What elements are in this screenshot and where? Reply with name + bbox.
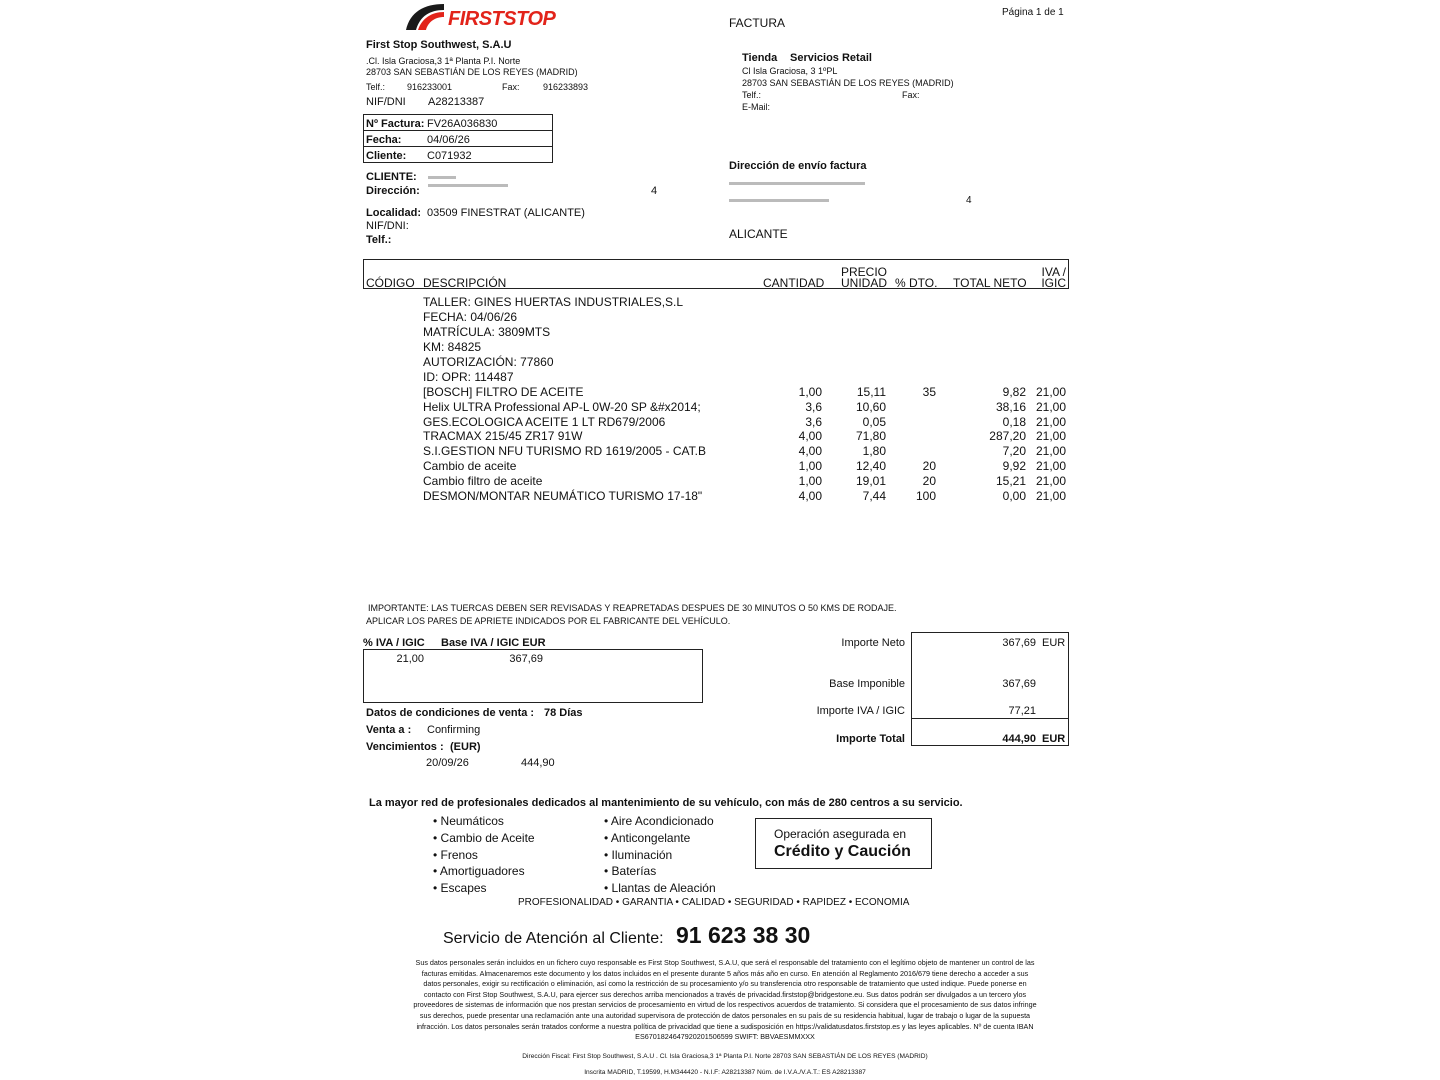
- document-title: FACTURA: [729, 16, 786, 30]
- customer-client-label: CLIENTE:: [366, 171, 417, 183]
- company-nif: A28213387: [428, 96, 485, 108]
- credit-insurance-line-2: Crédito y Caución: [774, 843, 911, 860]
- service-item: • Cambio de Aceite: [433, 830, 535, 845]
- due-dates-currency: (EUR): [450, 741, 481, 753]
- due-dates-label: Vencimientos :: [366, 741, 444, 753]
- store-email-label: E-Mail:: [742, 102, 771, 112]
- company-fax-label: Fax:: [502, 82, 520, 92]
- item-quantity: 4,00: [798, 444, 822, 458]
- service-item: • Escapes: [433, 881, 487, 896]
- privacy-notice-line: contacto con First Stop Southwest, S.A.U, para ejercer sus derechos arriba mencionados a través de privacidad.firststop@bridgestone.eu. Sus datos podrán ser divulgados a un tercero ylos: [423, 989, 1027, 999]
- vat-amount: 77,21: [1008, 705, 1036, 717]
- total-amount-label: Importe Total: [836, 733, 905, 745]
- service-item: • Iluminación: [604, 847, 673, 862]
- redacted-customer-name: [428, 176, 456, 179]
- service-info-line: TALLER: GINES HUERTAS INDUSTRIALES,S.L: [423, 295, 684, 309]
- store-fax-label: Fax:: [902, 90, 920, 100]
- item-description: [BOSCH] FILTRO DE ACEITE: [423, 385, 584, 399]
- item-net-total: 0,00: [1002, 489, 1026, 503]
- item-vat-rate: 21,00: [1035, 489, 1066, 503]
- invoice-client: C071932: [427, 150, 472, 162]
- customer-nif-label: NIF/DNI:: [366, 220, 409, 232]
- net-amount: 367,69: [1002, 637, 1036, 649]
- customer-locality-label: Localidad:: [366, 207, 422, 219]
- col-discount-header: % DTO.: [895, 276, 938, 290]
- service-item: • Llantas de Aleación: [604, 881, 716, 896]
- invoice-number: FV26A036830: [427, 118, 498, 130]
- service-info-line: MATRÍCULA: 3809MTS: [423, 325, 551, 339]
- service-info-line: KM: 84825: [423, 340, 482, 354]
- store-address-2: 28703 SAN SEBASTIÁN DE LOS REYES (MADRID): [742, 78, 954, 88]
- item-net-total: 38,16: [995, 400, 1026, 414]
- item-unit-price: 15,11: [856, 385, 886, 399]
- redacted-customer-address: [428, 184, 508, 187]
- vat-pct-value: 21,00: [396, 653, 424, 665]
- privacy-notice-line: facturas emitidas. Almacenaremos este documento y los datos incluidos en el presente durante 5 años más año en curso. En atención al Reglamento 2016/679 tiene derecho a acceder a sus: [421, 968, 1029, 978]
- privacy-notice-line: sus derechos, puede presentar una reclamación ante una autoridad supervisora de protección de datos personales en su país de su residencia habitual, lugar de trabajo o lugar de la supuesta: [419, 1011, 1031, 1020]
- store-tel-label: Telf.:: [742, 90, 762, 100]
- total-currency: EUR: [1042, 733, 1066, 745]
- invoice-date-label: Fecha:: [366, 134, 402, 146]
- sale-to-label: Venta a :: [366, 724, 412, 736]
- item-quantity: 1,00: [798, 474, 822, 488]
- item-unit-price: 1,80: [862, 444, 886, 458]
- item-quantity: 4,00: [798, 429, 822, 443]
- shipping-city: ALICANTE: [729, 227, 788, 241]
- item-unit-price: 7,44: [862, 489, 886, 503]
- customer-locality: 03509 FINESTRAT (ALICANTE): [427, 207, 585, 219]
- company-values: PROFESIONALIDAD • GARANTIA • CALIDAD • SEGURIDAD • RAPIDEZ • ECONOMIA: [518, 897, 910, 908]
- item-quantity: 4,00: [798, 489, 822, 503]
- company-address-2: 28703 SAN SEBASTIÁN DE LOS REYES (MADRID): [366, 67, 578, 77]
- item-description: Helix ULTRA Professional AP-L 0W-20 SP &#x2014;: [423, 400, 701, 414]
- store-name: Servicios Retail: [790, 52, 872, 64]
- col-price-header-1: PRECIO: [840, 265, 887, 279]
- company-tel: 916233001: [407, 82, 453, 92]
- privacy-notice-line: infracción. Los datos personales serán tratados conforme a nuestra política de privacidad que tiene a sudisposición en https://validatusdatos.firststop.es y las leyes aplicables. Nº de cuenta IBAN: [416, 1021, 1034, 1031]
- company-fax: 916233893: [543, 82, 589, 92]
- item-discount: 20: [922, 459, 936, 473]
- item-description: DESMON/MONTAR NEUMÁTICO TURISMO 17-18": [423, 489, 703, 503]
- service-info-line: ID: OPR: 114487: [423, 370, 514, 384]
- privacy-notice-line: proveedores de sistemas de información que nos prestan servicios de procesamiento en virtud de los respectivos acuerdos de tratamiento. Si considera que el procesamiento de sus datos infringe: [413, 1000, 1037, 1010]
- total-amount: 444,90: [1002, 733, 1036, 745]
- item-quantity: 3,6: [805, 400, 822, 414]
- item-net-total: 9,82: [1002, 385, 1026, 399]
- col-quantity-header: CANTIDAD: [763, 276, 825, 290]
- item-discount: 100: [915, 489, 936, 503]
- invoice-date: 04/06/26: [427, 134, 470, 146]
- promo-tagline: La mayor red de profesionales dedicados al mantenimiento de su vehículo, con más de 280 centros a su servicio.: [369, 797, 963, 809]
- company-address-1: .Cl. Isla Graciosa,3 1ª Planta P.I. Norte: [366, 56, 521, 66]
- col-code-header: CÓDIGO: [366, 276, 415, 290]
- item-description: Cambio de aceite: [423, 459, 517, 473]
- item-net-total: 287,20: [989, 429, 1026, 443]
- item-vat-rate: 21,00: [1035, 444, 1066, 458]
- item-description: GES.ECOLOGICA ACEITE 1 LT RD679/2006: [423, 415, 666, 429]
- registry-info: Inscrita MADRID, T.19599, H.M344420 - N.I.F: A28213387 Núm. de I.V.A./V.A.T.: ES A28213387: [584, 1069, 866, 1076]
- redacted-shipping-address: [729, 199, 829, 202]
- item-vat-rate: 21,00: [1035, 415, 1066, 429]
- sale-conditions-days: 78 Días: [544, 707, 583, 719]
- item-unit-price: 19,01: [855, 474, 886, 488]
- net-amount-label: Importe Neto: [841, 637, 905, 649]
- item-description: TRACMAX 215/45 ZR17 91W: [423, 429, 583, 443]
- logo-text: FIRSTSTOP: [448, 8, 556, 30]
- store-label: Tienda: [742, 52, 778, 64]
- service-info-line: FECHA: 04/06/26: [423, 310, 518, 324]
- item-discount: 35: [922, 385, 936, 399]
- taxable-base-label: Base Imponible: [829, 678, 905, 690]
- store-address-1: Cl Isla Graciosa, 3 1ºPL: [742, 66, 838, 76]
- item-net-total: 15,21: [995, 474, 1026, 488]
- item-vat-rate: 21,00: [1035, 385, 1066, 399]
- invoice-client-label: Cliente:: [366, 150, 407, 162]
- customer-tel-label: Telf.:: [366, 234, 392, 246]
- service-info-line: AUTORIZACIÓN: 77860: [423, 355, 554, 369]
- taxable-base: 367,69: [1002, 678, 1036, 690]
- credit-insurance-line-1: Operación asegurada en: [774, 827, 907, 841]
- sale-to-value: Confirming: [427, 724, 481, 736]
- col-vat-header-2: IGIC: [1041, 276, 1066, 290]
- customer-address-label: Dirección:: [366, 185, 420, 197]
- customer-service-phone: 91 623 38 30: [676, 922, 811, 948]
- vat-pct-label: % IVA / IGIC: [363, 637, 425, 649]
- item-net-total: 9,92: [1002, 459, 1026, 473]
- due-date: 20/09/26: [426, 757, 469, 769]
- vat-base-value: 367,69: [509, 653, 543, 665]
- item-quantity: 1,00: [798, 385, 822, 399]
- item-net-total: 0,18: [1002, 415, 1026, 429]
- customer-service-label: Servicio de Atención al Cliente:: [443, 930, 664, 947]
- service-item: • Neumáticos: [433, 814, 504, 828]
- item-description: Cambio filtro de aceite: [423, 474, 543, 488]
- item-vat-rate: 21,00: [1035, 400, 1066, 414]
- item-description: S.I.GESTION NFU TURISMO RD 1619/2005 - CAT.B: [423, 444, 706, 458]
- item-unit-price: 10,60: [855, 400, 886, 414]
- item-vat-rate: 21,00: [1035, 429, 1066, 443]
- company-name: First Stop Southwest, S.A.U: [366, 39, 512, 51]
- due-amount: 444,90: [521, 757, 555, 769]
- col-price-header-2: UNIDAD: [840, 276, 887, 290]
- vat-base-label: Base IVA / IGIC EUR: [441, 637, 546, 649]
- sale-conditions-label: Datos de condiciones de venta :: [366, 707, 535, 719]
- item-discount: 20: [922, 474, 936, 488]
- item-net-total: 7,20: [1002, 444, 1026, 458]
- shipping-number: 4: [966, 195, 972, 206]
- item-vat-rate: 21,00: [1035, 474, 1066, 488]
- service-item: • Amortiguadores: [433, 864, 525, 879]
- service-item: • Aire Acondicionado: [604, 814, 714, 828]
- invoice-number-label: Nº Factura:: [366, 118, 425, 130]
- notice-line-2: APLICAR LOS PARES DE APRIETE INDICADOS POR EL FABRICANTE DEL VEHÍCULO.: [366, 616, 731, 626]
- firststop-logo: [404, 2, 564, 32]
- customer-address-number: 4: [651, 185, 658, 197]
- service-item: • Frenos: [433, 847, 478, 862]
- service-item: • Anticongelante: [604, 830, 691, 845]
- privacy-notice-line: Sus datos personales serán incluidos en un fichero cuyo responsable es First Stop Southwest, S.A.U, que será el responsable del tratamiento con el legítimo objeto de mantener un control de las: [415, 958, 1035, 967]
- shipping-title: Dirección de envío factura: [729, 160, 867, 172]
- company-tel-label: Telf.:: [366, 82, 386, 92]
- item-unit-price: 12,40: [855, 459, 886, 473]
- item-unit-price: 71,80: [855, 429, 886, 443]
- col-description-header: DESCRIPCIÓN: [423, 276, 507, 290]
- fiscal-address: Dirección Fiscal: First Stop Southwest, S.A.U . Cl. Isla Graciosa,3 1ª Planta P.I. Norte 28703 SAN SEBASTIÁN DE LOS REYES (MADRID): [522, 1053, 928, 1060]
- col-vat-header-1: IVA /: [1041, 265, 1066, 279]
- page-number: Página 1 de 1: [1002, 7, 1064, 18]
- item-quantity: 3,6: [805, 415, 822, 429]
- privacy-notice-line: datos personales, exigir su rectificación o eliminación, así como la restricción de su procesamiento y/o su transferencia otro responsable de tratamiento que usted indique. Puede ponerse en: [423, 979, 1027, 989]
- net-currency: EUR: [1042, 637, 1066, 649]
- col-net-header: TOTAL NETO: [953, 276, 1027, 290]
- privacy-notice-line: ES6701824647920201506599 SWIFT: BBVAESMMXXX: [635, 1032, 815, 1042]
- item-vat-rate: 21,00: [1035, 459, 1066, 473]
- item-unit-price: 0,05: [862, 415, 886, 429]
- service-item: • Baterías: [604, 864, 657, 879]
- item-quantity: 1,00: [798, 459, 822, 473]
- notice-line-1: IMPORTANTE: LAS TUERCAS DEBEN SER REVISADAS Y REAPRETADAS DESPUES DE 30 MINUTOS O 50 KMS DE RODAJE.: [368, 603, 897, 613]
- redacted-shipping-name: [729, 182, 865, 185]
- vat-amount-label: Importe IVA / IGIC: [816, 705, 905, 717]
- company-nif-label: NIF/DNI: [366, 96, 406, 108]
